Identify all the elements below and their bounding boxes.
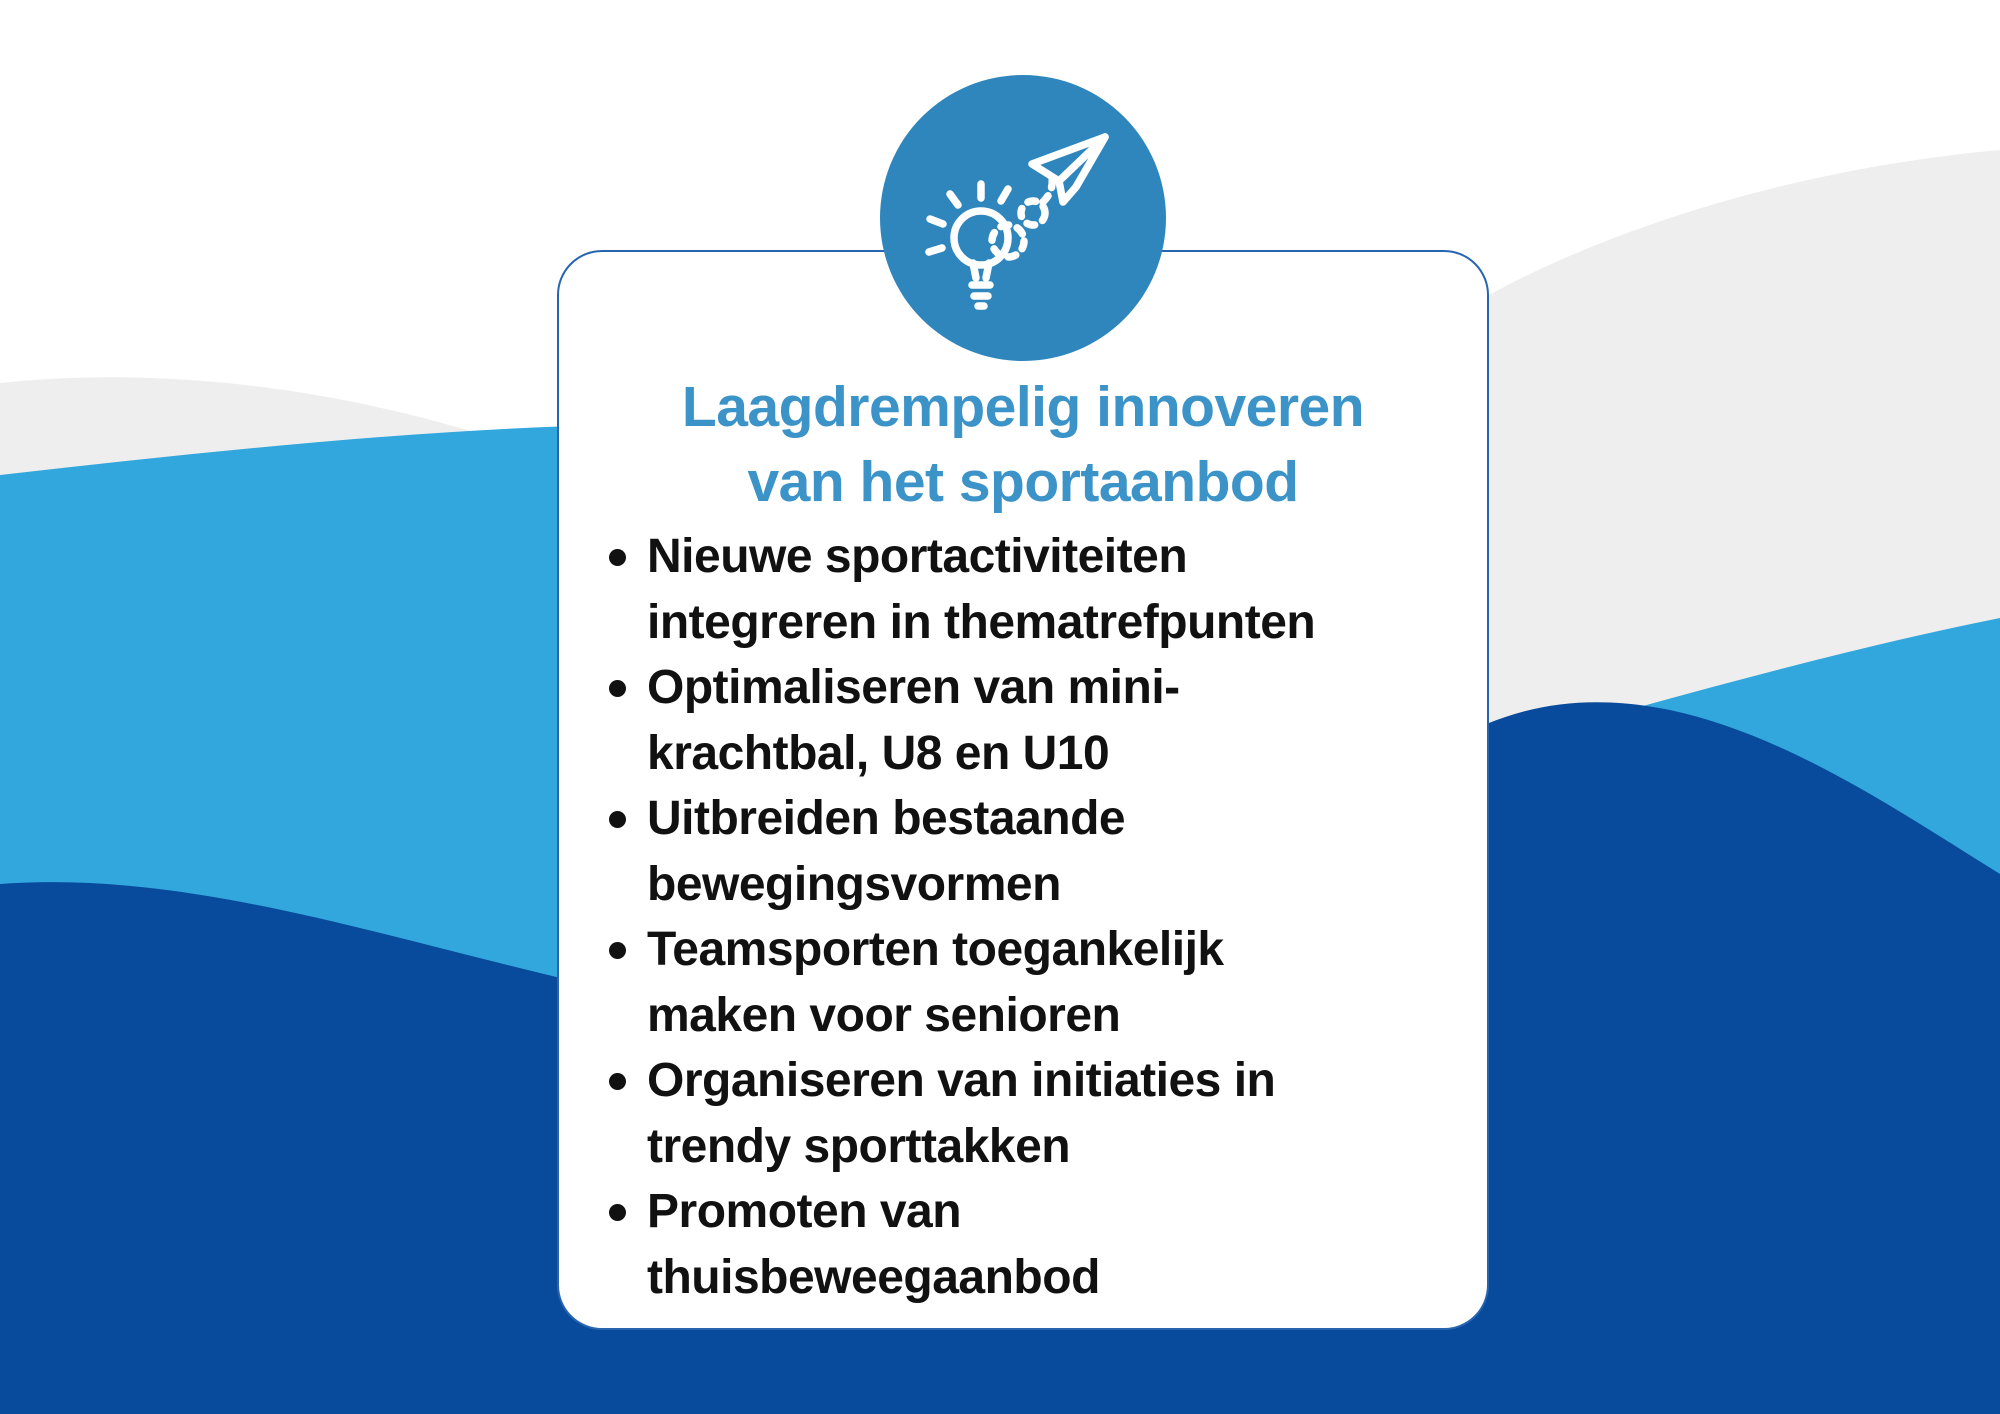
- list-item-text: Optimaliseren van mini-: [647, 661, 1180, 714]
- list-item-text: trendy sporttakken: [647, 1119, 1071, 1173]
- list-item: [559, 1179, 1449, 1310]
- list-item-text: Promoten van: [647, 1185, 962, 1238]
- list-item: [559, 524, 1449, 655]
- content-card: [557, 250, 1489, 1330]
- list-item: [559, 655, 1449, 786]
- list-item-text: bewegingsvormen: [647, 857, 1061, 911]
- idea-launch-icon-badge: [880, 75, 1166, 361]
- card-title-line-1: Laagdrempelig innoveren: [681, 375, 1365, 439]
- card-title-line-2: van het sportaanbod: [747, 450, 1299, 514]
- list-item: [559, 917, 1449, 1048]
- list-item: [559, 1048, 1449, 1179]
- list-item-text: Teamsporten toegankelijk: [647, 923, 1224, 976]
- list-item-text: integreren in thematrefpunten: [647, 595, 1316, 649]
- card-title: [559, 370, 1487, 520]
- list-item: [559, 786, 1449, 917]
- list-item-text: Nieuwe sportactiviteiten: [647, 530, 1188, 583]
- list-item-text: Uitbreiden bestaande: [647, 792, 1126, 845]
- bullet-list: [559, 524, 1449, 1310]
- list-item-text: maken voor senioren: [647, 988, 1121, 1042]
- list-item-text: krachtbal, U8 en U10: [647, 726, 1110, 780]
- list-item-text: Organiseren van initiaties in: [647, 1054, 1276, 1107]
- list-item-text: thuisbeweegaanbod: [647, 1250, 1100, 1304]
